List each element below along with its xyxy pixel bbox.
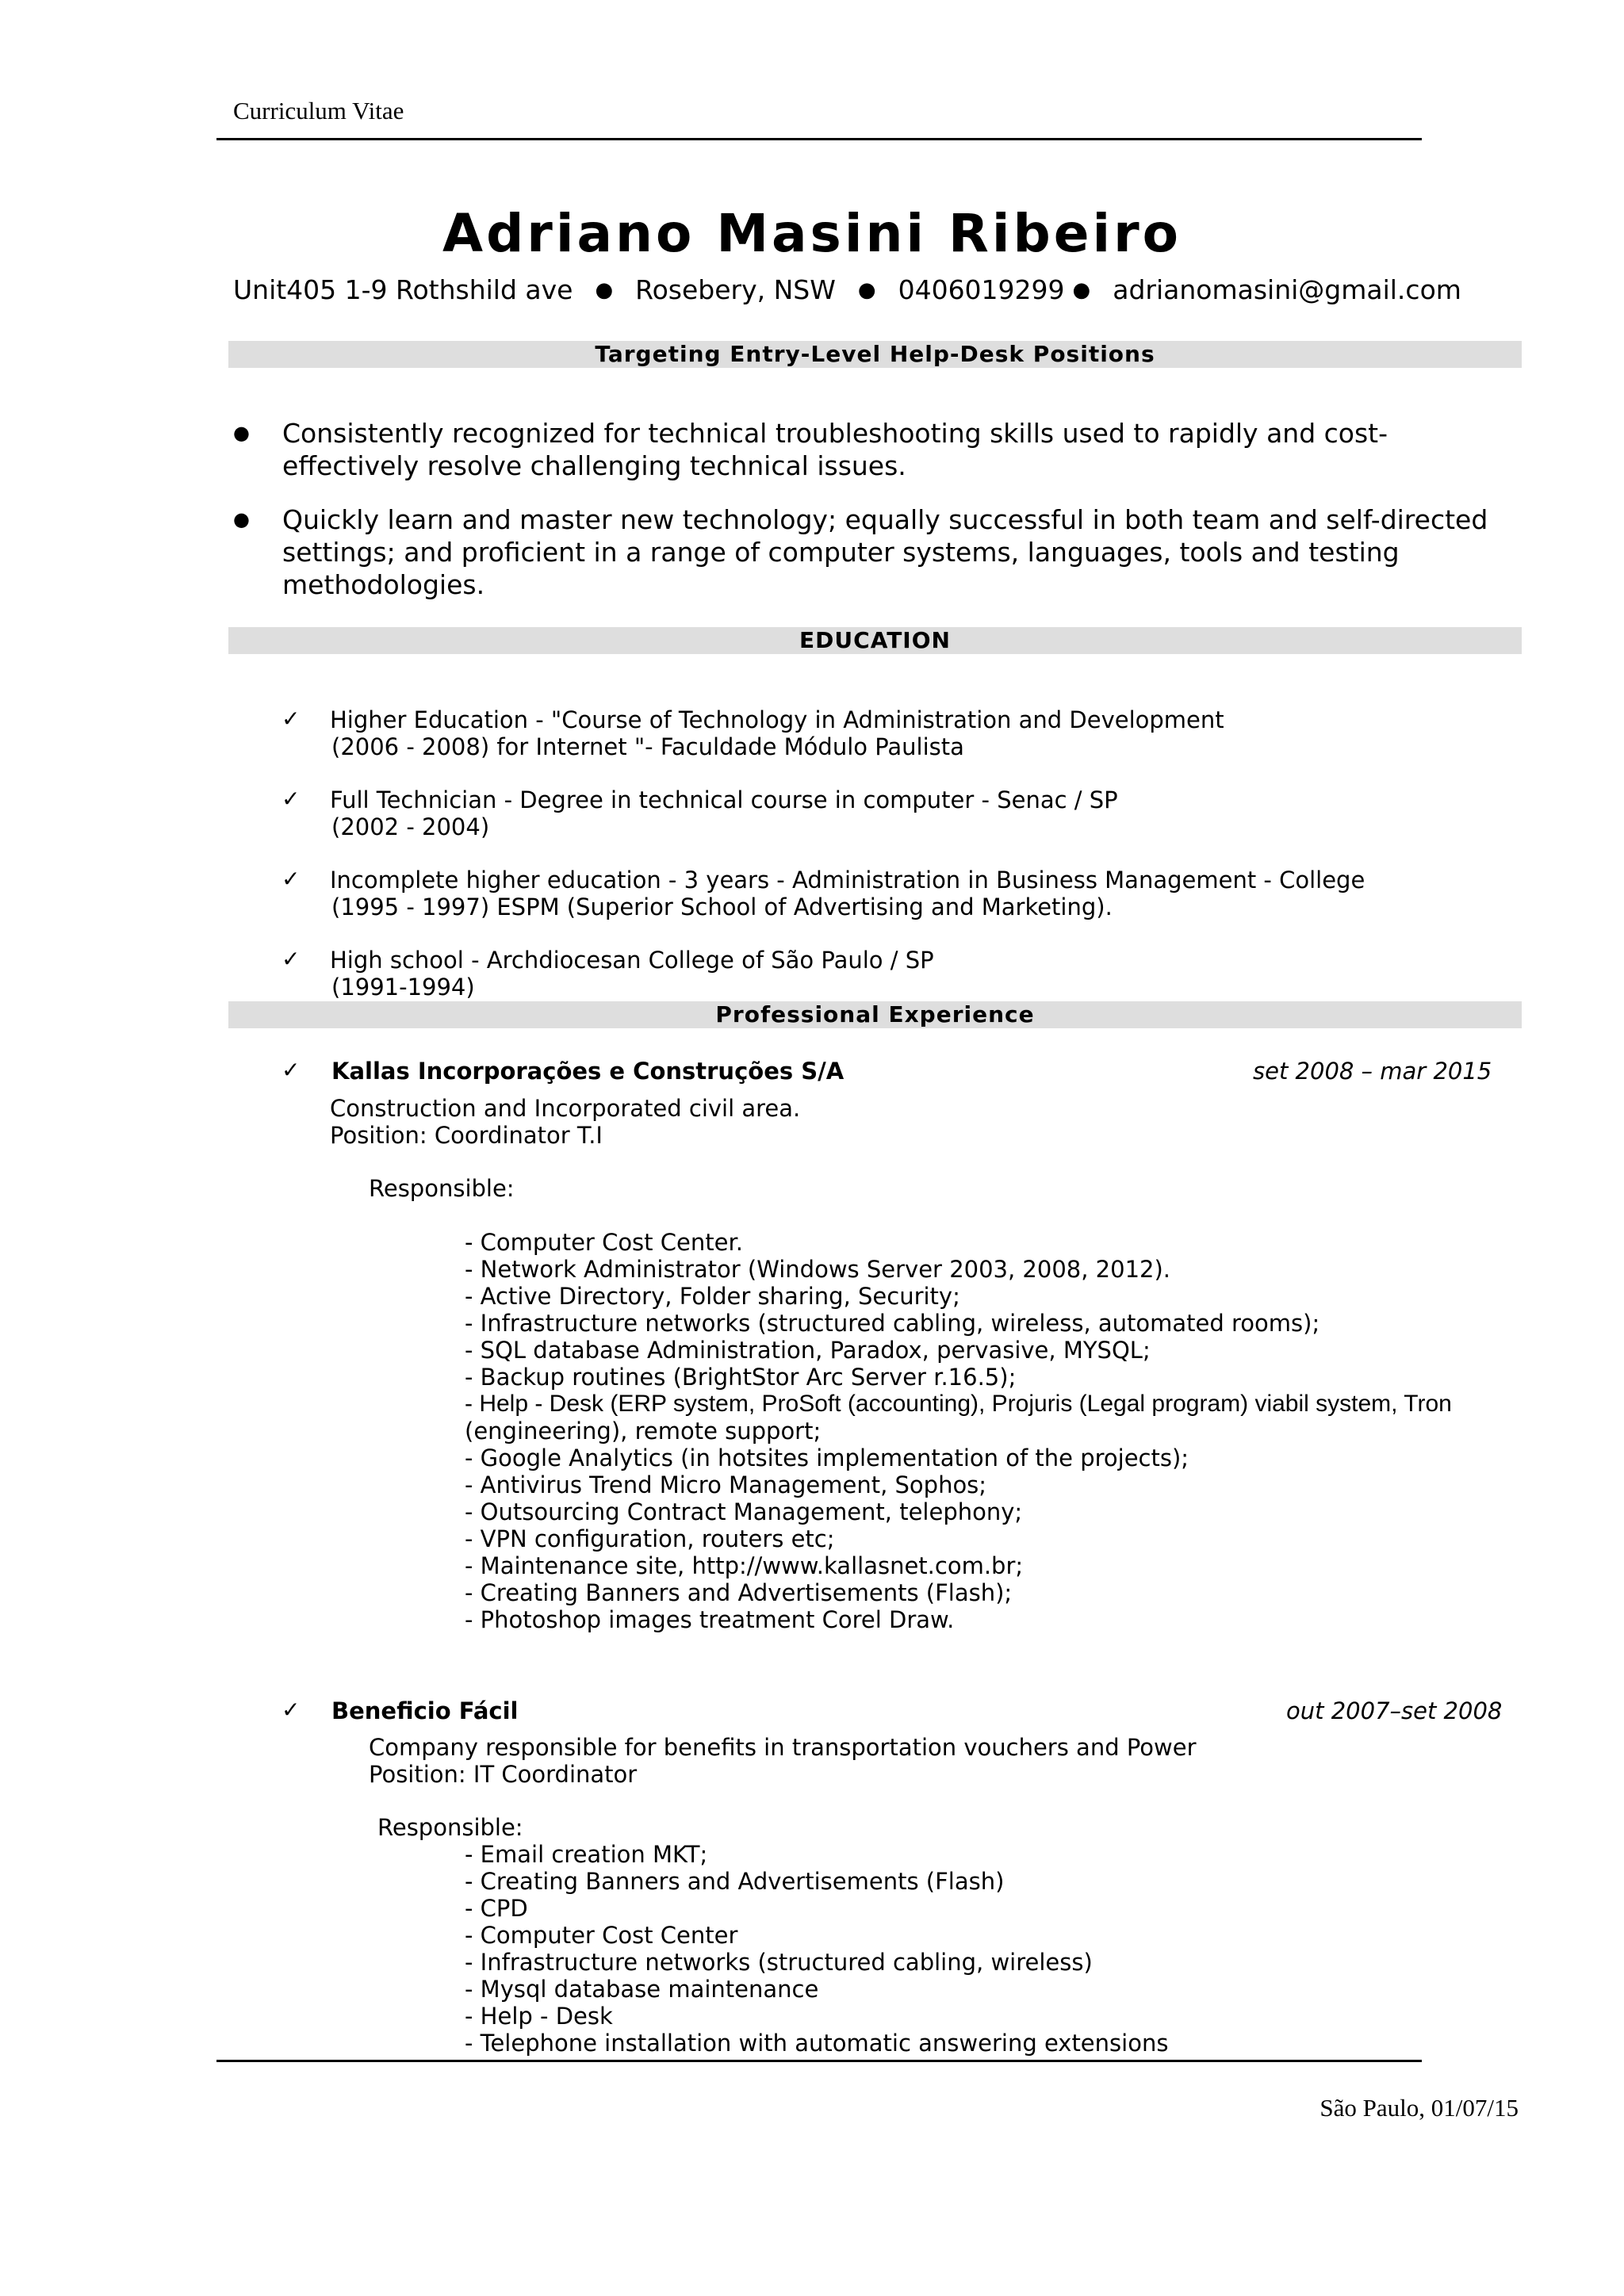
duty-item: - Help - Desk bbox=[465, 2003, 613, 2030]
separator-dot-icon: ● bbox=[595, 278, 614, 302]
footer-rule bbox=[216, 2060, 1422, 2062]
education-item-line: Full Technician - Degree in technical course in computer - Senac / SP bbox=[330, 786, 1118, 813]
duty-item: - Backup routines (BrightStor Arc Server r.16.5); bbox=[465, 1364, 1017, 1391]
duty-item: - Creating Banners and Advertisements (Flash) bbox=[465, 1868, 1005, 1895]
duty-item: - Google Analytics (in hotsites implementation of the projects); bbox=[465, 1445, 1189, 1471]
duties-list bbox=[465, 1229, 1452, 1633]
responsible-label: Responsible: bbox=[369, 1175, 515, 1202]
bullet-icon: ● bbox=[233, 422, 250, 444]
duty-item: - Antivirus Trend Micro Management, Sophos; bbox=[465, 1471, 987, 1498]
check-icon: ✓ bbox=[282, 1697, 301, 1723]
header-rule bbox=[216, 138, 1422, 140]
education-item-line: (1995 - 1997) ESPM (Superior School of Advertising and Marketing). bbox=[331, 894, 1113, 920]
section-education: EDUCATION bbox=[228, 627, 1522, 654]
responsible-label: Responsible: bbox=[377, 1814, 523, 1841]
job-position: Position: Coordinator T.I bbox=[330, 1122, 603, 1149]
job-position: Position: IT Coordinator bbox=[369, 1761, 638, 1788]
check-icon: ✓ bbox=[282, 1057, 301, 1083]
candidate-name: Adriano Masini Ribeiro bbox=[442, 203, 1182, 264]
contact-city: Rosebery, NSW bbox=[635, 274, 836, 305]
job-description: Company responsible for benefits in transportation vouchers and Power bbox=[369, 1734, 1197, 1761]
duty-item: - Network Administrator (Windows Server 2003, 2008, 2012). bbox=[465, 1256, 1171, 1283]
duty-item: - Mysql database maintenance bbox=[465, 1976, 819, 2003]
footer-place-date: São Paulo, 01/07/15 bbox=[1320, 2094, 1519, 2122]
section-experience: Professional Experience bbox=[228, 1001, 1522, 1028]
check-icon: ✓ bbox=[282, 706, 301, 732]
summary-item: ● Consistently recognized for technical troubleshooting skills used to rapidly and cost-effectively resolve challenging technical issues. bbox=[233, 418, 1388, 481]
duty-item: - CPD bbox=[465, 1895, 528, 1922]
duty-item: - SQL database Administration, Paradox, pervasive, MYSQL; bbox=[465, 1337, 1151, 1364]
separator-dot-icon: ● bbox=[857, 278, 876, 302]
summary-item: ● Quickly learn and master new technology; equally successful in both team and self-directed settings; and proficient in a range of computer systems, languages, tools and testing methodologies. bbox=[233, 504, 1488, 600]
check-icon: ✓ bbox=[282, 946, 301, 972]
education-item-line: (2002 - 2004) bbox=[331, 813, 490, 840]
section-target: Targeting Entry-Level Help-Desk Positions bbox=[228, 341, 1522, 368]
duty-item: - Email creation MKT; bbox=[465, 1841, 708, 1868]
contact-address: Unit405 1-9 Rothshild ave bbox=[233, 274, 573, 305]
duty-item: - Infrastructure networks (structured cabling, wireless, automated rooms); bbox=[465, 1310, 1320, 1337]
check-icon: ✓ bbox=[282, 786, 301, 812]
duty-item: - Computer Cost Center bbox=[465, 1922, 738, 1949]
duty-item: - Telephone installation with automatic answering extensions bbox=[465, 2030, 1169, 2057]
contact-email[interactable]: adrianomasini@gmail.com bbox=[1113, 274, 1461, 305]
contact-line bbox=[233, 274, 1461, 305]
job-company: Kallas Incorporações e Construções S/A bbox=[331, 1058, 845, 1085]
education-item-line: High school - Archdiocesan College of São Paulo / SP bbox=[330, 947, 934, 974]
duties-list bbox=[465, 1841, 1168, 2057]
education-item-line: (2006 - 2008) for Internet "- Faculdade Módulo Paulista bbox=[331, 733, 964, 760]
job-dates: out 2007–set 2008 bbox=[1286, 1697, 1503, 1724]
job-description: Construction and Incorporated civil area. bbox=[330, 1095, 801, 1122]
separator-dot-icon: ● bbox=[1072, 278, 1091, 302]
duty-item: - Photoshop images treatment Corel Draw. bbox=[465, 1606, 955, 1633]
job-dates: set 2008 – mar 2015 bbox=[1253, 1058, 1492, 1085]
duty-item: - VPN configuration, routers etc; bbox=[465, 1525, 835, 1552]
duty-item: - Active Directory, Folder sharing, Security; bbox=[465, 1283, 960, 1310]
duty-item: - Creating Banners and Advertisements (Flash); bbox=[465, 1579, 1013, 1606]
check-icon: ✓ bbox=[282, 866, 301, 892]
summary-list bbox=[233, 417, 1542, 601]
education-item-line: Higher Education - "Course of Technology in Administration and Development bbox=[330, 706, 1224, 733]
duty-item: - Maintenance site, http://www.kallasnet.com.br; bbox=[465, 1552, 1024, 1579]
duty-item: - Outsourcing Contract Management, telephony; bbox=[465, 1498, 1023, 1525]
header-title: Curriculum Vitae bbox=[233, 97, 404, 124]
education-item-line: (1991-1994) bbox=[331, 974, 475, 1001]
duty-item: - Help - Desk (ERP system, ProSoft (accounting), Projuris (Legal program) viabil system, Tron bbox=[465, 1391, 1452, 1417]
education-item-line: Incomplete higher education - 3 years - Administration in Business Management - College bbox=[330, 867, 1365, 894]
duty-item: (engineering), remote support; bbox=[465, 1418, 822, 1445]
bullet-icon: ● bbox=[233, 508, 250, 530]
job-company: Beneficio Fácil bbox=[331, 1697, 519, 1724]
contact-phone: 0406019299 bbox=[898, 274, 1065, 305]
duty-item: - Infrastructure networks (structured cabling, wireless) bbox=[465, 1949, 1093, 1976]
duty-item: - Computer Cost Center. bbox=[465, 1229, 743, 1256]
